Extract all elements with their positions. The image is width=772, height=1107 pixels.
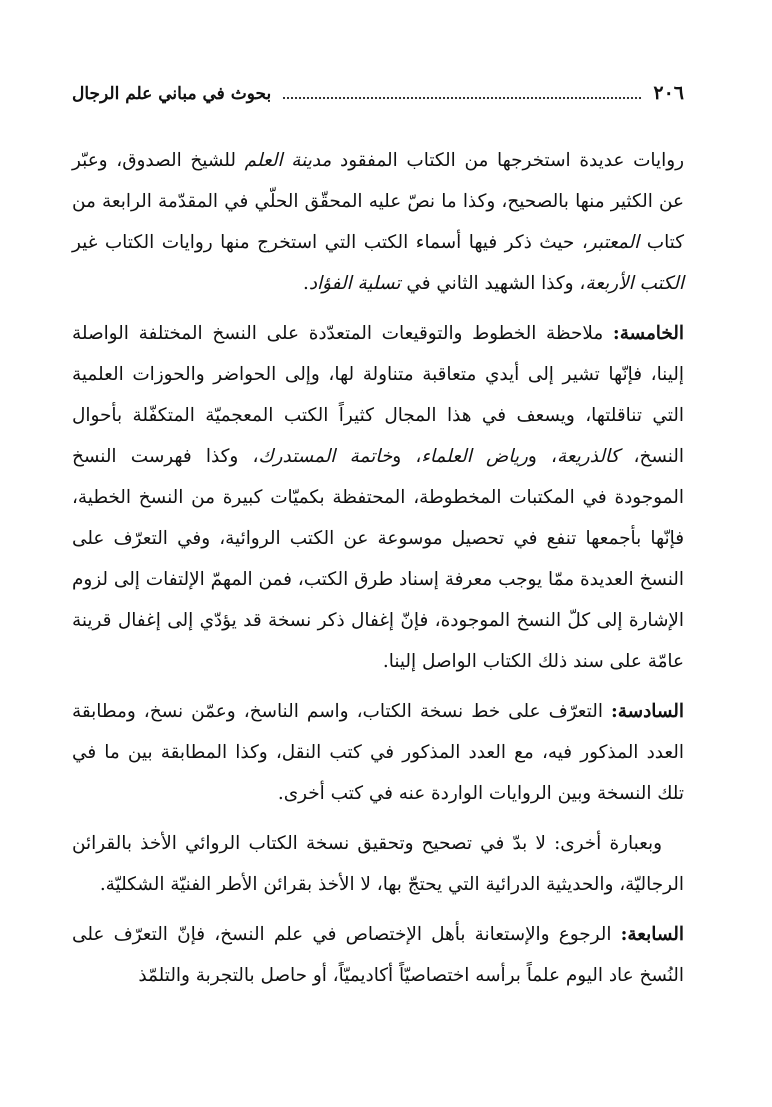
- text-segment: ، و: [527, 446, 557, 467]
- book-title-tasliyat-al-fuad: تسلية الفؤاد: [308, 273, 401, 294]
- running-title: بحوث في مباني علم الرجال: [72, 84, 272, 104]
- book-title-riyad-al-ulama: رياض العلماء: [421, 446, 528, 467]
- page-number: ٢٠٦: [653, 82, 684, 104]
- text-segment: .: [303, 273, 309, 294]
- section-lead-seventh: السابعة:: [620, 924, 684, 945]
- body-text: [72, 140, 684, 996]
- header-dot-leader: [283, 97, 641, 99]
- text-segment: وبعبارة أخرى: لا بدّ في تصحيح وتحقيق نسخة الكتاب الروائي الأخذ بالقرائن الرجاليّة، والحديثية الدرائية التي يحتجّ بها، لا الأخذ بقرائن الأطر الفنيّة الشكليّة.: [72, 833, 684, 895]
- text-segment: ملاحظة الخطوط والتوقيعات المتعدّدة على النسخ المختلفة الواصلة إلينا، فإنّها تشير إلى أيدي متعاقبة متناولة لها، وإلى الحواضر والحوزات العلمية التي تناقلتها، ويسعف في هذا المجال كثيراً الكتب المعجميّة المتكفّلة بأحوال النسخ،: [72, 323, 684, 467]
- text-segment: روايات عديدة استخرجها من الكتاب المفقود: [331, 150, 684, 171]
- text-segment: ، حيث ذكر فيها أسماء الكتب التي استخرج منها روايات الكتاب غير: [72, 232, 588, 253]
- running-header: [72, 82, 684, 104]
- section-lead-sixth: السادسة:: [611, 701, 684, 722]
- text-segment: الرجوع والإستعانة بأهل الإختصاص في علم النسخ، فإنّ التعرّف على النُسخ عاد اليوم علماً برأسه اختصاصيّاً أكاديميّاً، أو حاصل بالتجربة والتلمّذ: [72, 924, 684, 986]
- text-segment: ، وكذا فهرست النسخ الموجودة في المكتبات المخطوطة، المحتفظة بكميّات كبيرة من النسخ الخطية، فإنّها بأجمعها تنفع في تحصيل موسوعة عن الكتب الروائية، وفي التعرّف على النسخ العديدة ممّا يوجب معرفة إسناد طرق الكتب، فمن المهمّ الإلتفات إلى لزوم الإشارة إلى كلّ النسخ الموجودة، فإنّ إغفال ذكر نسخة قد يؤدّي إلى إغفال قرينة عامّة على سند ذلك الكتاب الواصل إلينا.: [72, 446, 684, 672]
- text-segment: للشيخ الصدوق، وعبّر عن الكثير منها بالصحيح، وكذا ما نصّ عليه المحقّق الحلّي في المقدّمة الرابعة من كتاب: [72, 150, 684, 253]
- paragraph-6th: [72, 691, 684, 814]
- text-segment: ، وكذا الشهيد الثاني في: [400, 273, 586, 294]
- text-segment: التعرّف على خط نسخة الكتاب، واسم الناسخ، وعمّن نسخ، ومطابقة العدد المذكور فيه، مع العدد المذكور في كتب النقل، وكذا المطابقة بين ما في تلك النسخة وبين الروايات الواردة عنه في كتب أخرى.: [72, 701, 684, 804]
- book-title-al-dharia: كالذريعة: [556, 446, 620, 467]
- paragraph-1: [72, 140, 684, 304]
- paragraph-5th: [72, 313, 684, 682]
- book-title-madinat-al-ilm: مدينة العلم: [244, 150, 332, 171]
- book-title-al-mutabar: المعتبر: [587, 232, 640, 253]
- paragraph-7th: [72, 914, 684, 996]
- section-lead-fifth: الخامسة:: [612, 323, 684, 344]
- book-title-al-kutub-al-arbaa: الكتب الأربعة: [585, 273, 684, 294]
- text-segment: ، و: [392, 446, 422, 467]
- paragraph-in-other-words: [72, 823, 684, 905]
- book-title-khatimat-al-mustadrak: خاتمة المستدرك: [258, 446, 393, 467]
